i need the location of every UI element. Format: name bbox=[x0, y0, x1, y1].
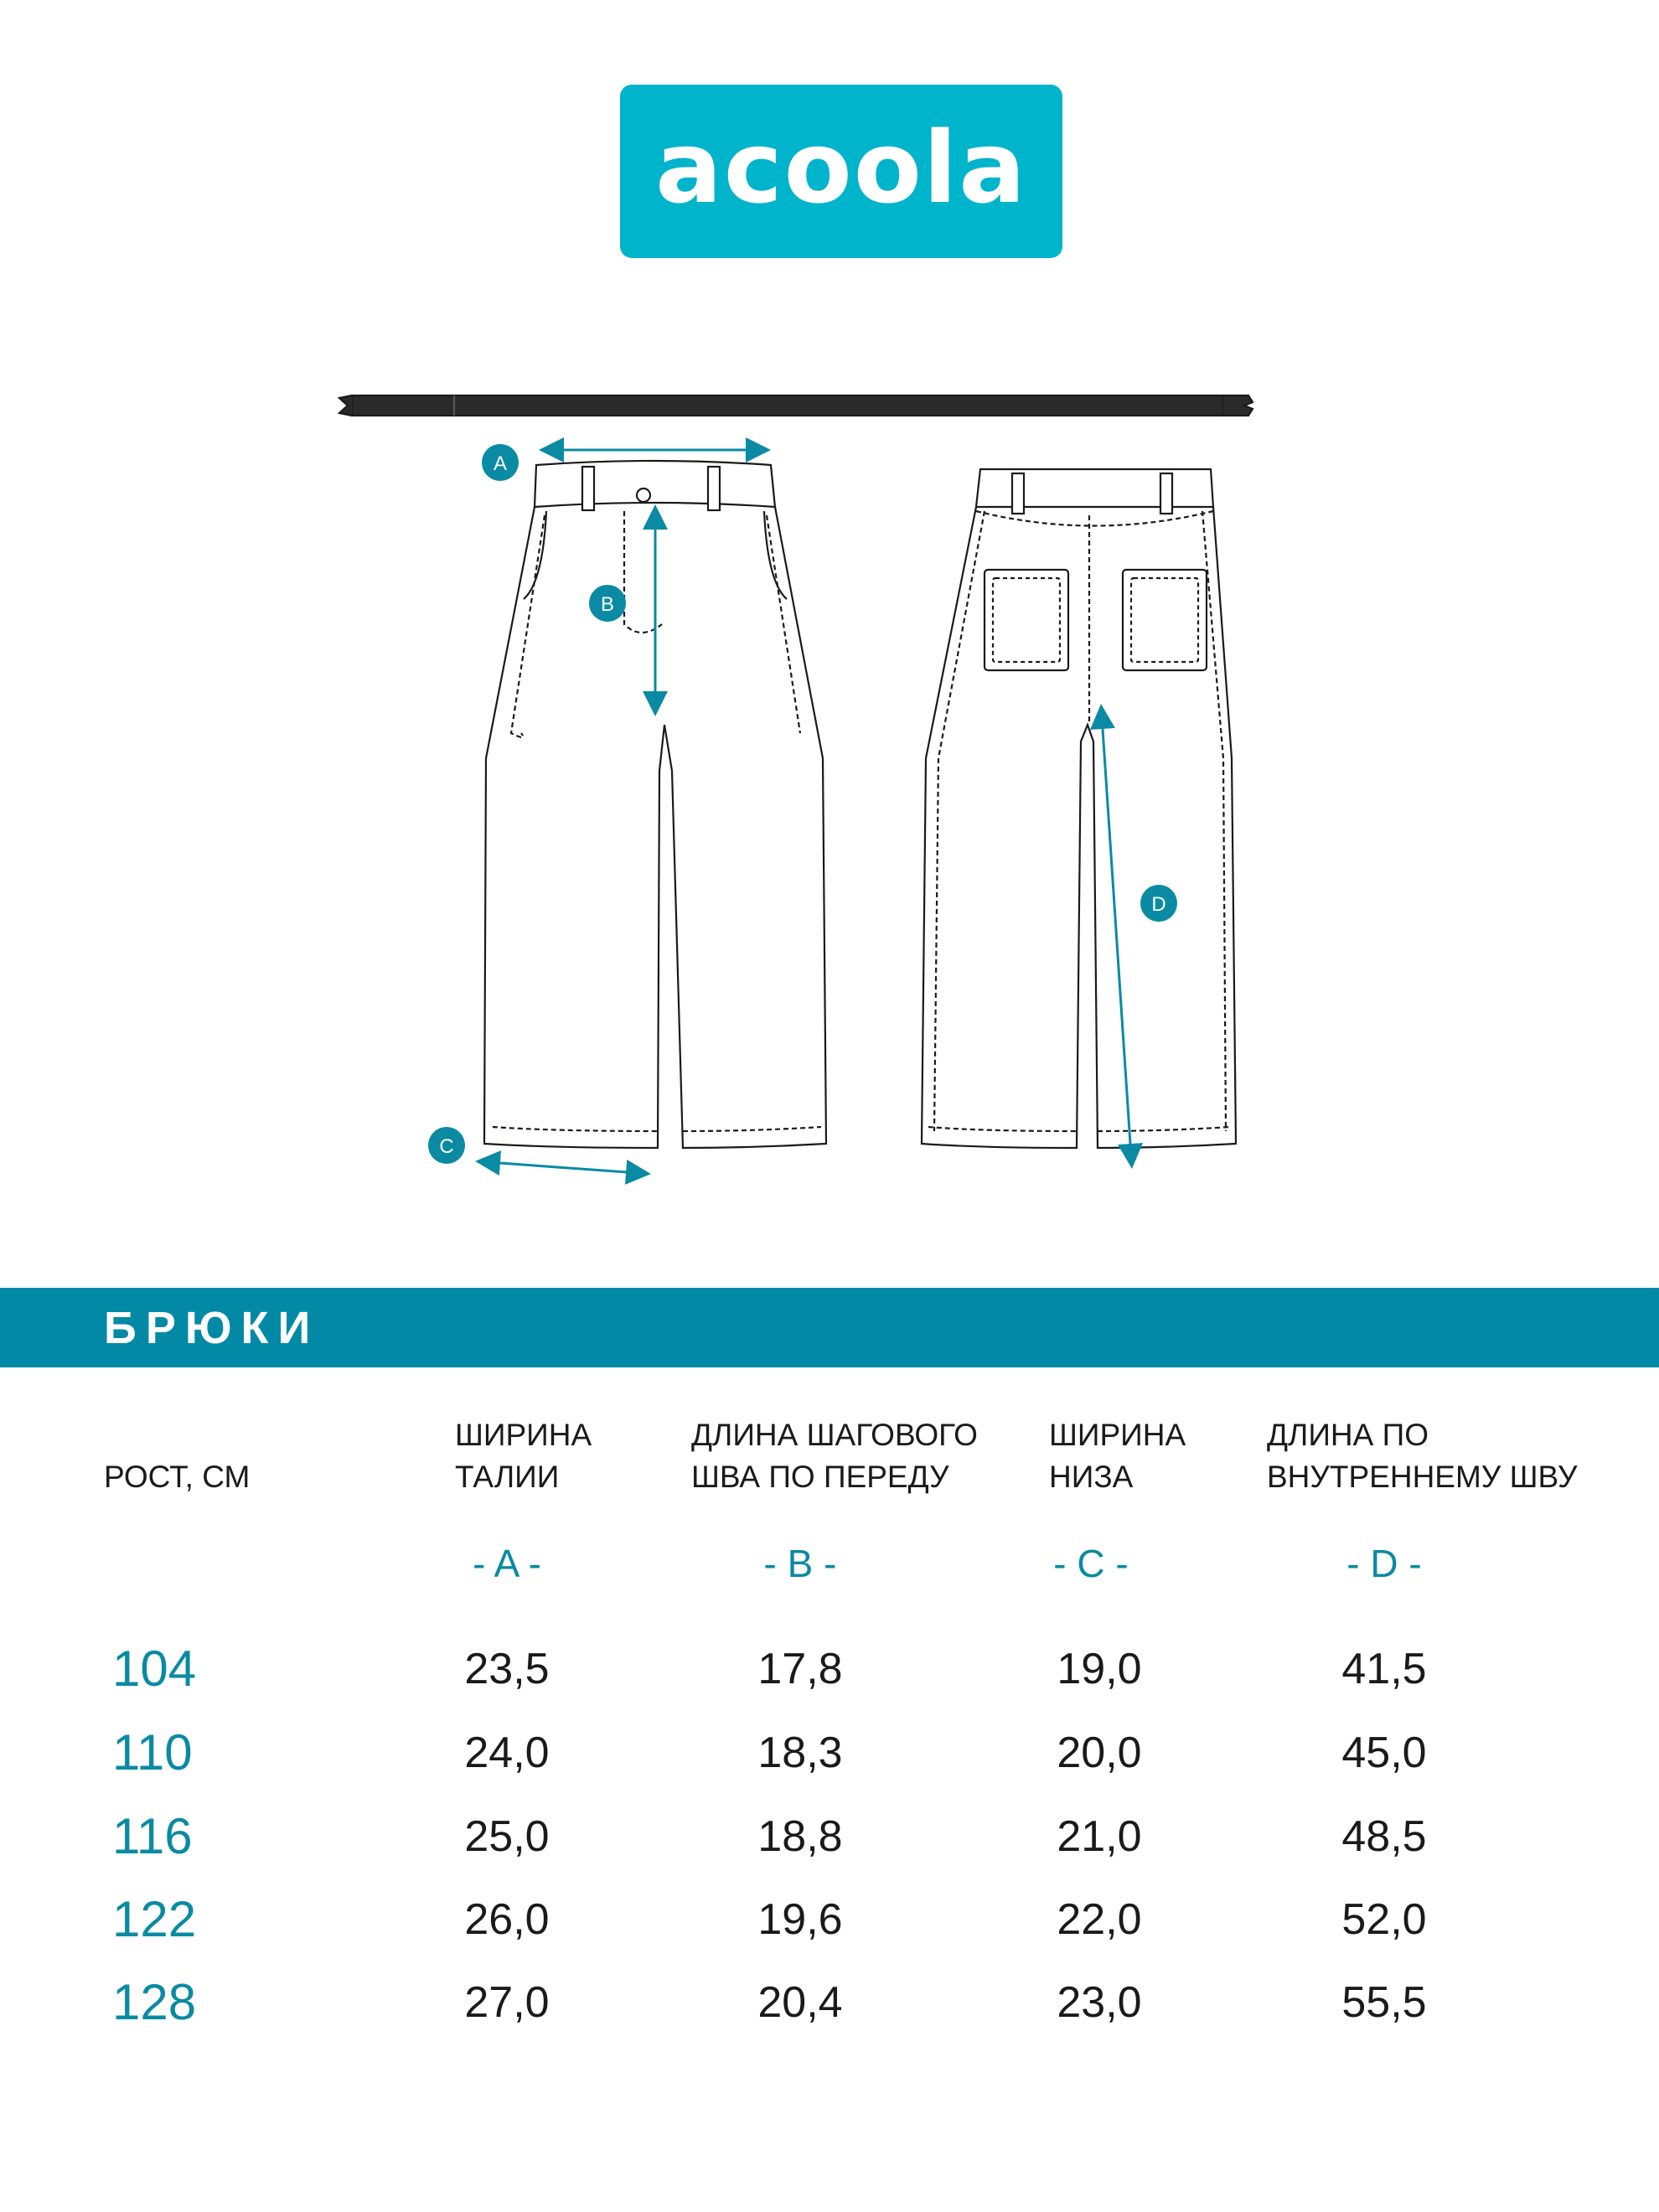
marker-c bbox=[428, 1127, 465, 1164]
cell-rise: 17,8 bbox=[757, 1645, 843, 1693]
column-letter-d: - D - bbox=[1346, 1542, 1422, 1585]
cell-rise: 18,8 bbox=[757, 1812, 843, 1861]
cell-waist: 23,5 bbox=[464, 1645, 550, 1693]
cell-leg-opening: 21,0 bbox=[1057, 1812, 1142, 1861]
marker-a bbox=[482, 444, 519, 481]
column-letter-b: - B - bbox=[763, 1542, 837, 1585]
section-banner bbox=[0, 1288, 1659, 1367]
header-leg-opening: ШИРИНА НИЗА bbox=[1049, 1418, 1186, 1494]
cell-waist: 25,0 bbox=[464, 1812, 550, 1861]
brand-logo bbox=[620, 85, 1062, 258]
row-height: 122 bbox=[112, 1891, 197, 1947]
cell-leg-opening: 19,0 bbox=[1057, 1645, 1142, 1693]
cell-leg-opening: 20,0 bbox=[1057, 1729, 1142, 1777]
cell-waist: 27,0 bbox=[464, 1978, 550, 2027]
back-pants-sketch bbox=[922, 469, 1236, 1148]
cell-rise: 20,4 bbox=[757, 1978, 843, 2027]
cell-inseam: 41,5 bbox=[1341, 1645, 1427, 1693]
header-inseam: ДЛИНА ПО ВНУТРЕННЕМУ ШВУ bbox=[1267, 1418, 1578, 1494]
cell-inseam: 55,5 bbox=[1341, 1978, 1427, 2027]
row-height: 104 bbox=[112, 1641, 197, 1697]
cell-rise: 19,6 bbox=[757, 1895, 843, 1944]
marker-d bbox=[1140, 885, 1177, 922]
marker-b bbox=[589, 585, 626, 622]
cell-inseam: 48,5 bbox=[1341, 1812, 1427, 1861]
header-height: РОСТ, СМ bbox=[104, 1460, 251, 1494]
section-title: БРЮКИ bbox=[104, 1303, 320, 1353]
brand-logo-text: acoola bbox=[655, 109, 1027, 225]
cell-rise: 18,3 bbox=[757, 1729, 843, 1777]
marker-c-label: C bbox=[439, 1135, 454, 1158]
cell-leg-opening: 23,0 bbox=[1057, 1978, 1142, 2027]
belt bbox=[339, 395, 1253, 416]
cell-leg-opening: 22,0 bbox=[1057, 1895, 1142, 1944]
cell-inseam: 45,0 bbox=[1341, 1729, 1427, 1777]
marker-b-label: B bbox=[600, 593, 615, 616]
measure-arrow-d bbox=[1102, 716, 1131, 1156]
column-letter-c: - C - bbox=[1053, 1542, 1129, 1585]
marker-d-label: D bbox=[1151, 893, 1166, 916]
column-letter-a: - A - bbox=[473, 1542, 541, 1585]
row-height: 116 bbox=[112, 1808, 193, 1864]
pants-diagram bbox=[302, 373, 1341, 1190]
cell-waist: 26,0 bbox=[464, 1895, 550, 1944]
cell-waist: 24,0 bbox=[464, 1729, 550, 1777]
row-height: 110 bbox=[112, 1724, 193, 1780]
header-waist-width: ШИРИНА ТАЛИИ bbox=[455, 1418, 592, 1494]
cell-inseam: 52,0 bbox=[1341, 1895, 1427, 1944]
header-front-rise: ДЛИНА ШАГОВОГО ШВА ПО ПЕРЕДУ bbox=[691, 1418, 978, 1494]
row-height: 128 bbox=[112, 1974, 197, 2030]
measure-arrow-c bbox=[488, 1162, 638, 1173]
marker-a-label: A bbox=[493, 452, 508, 475]
